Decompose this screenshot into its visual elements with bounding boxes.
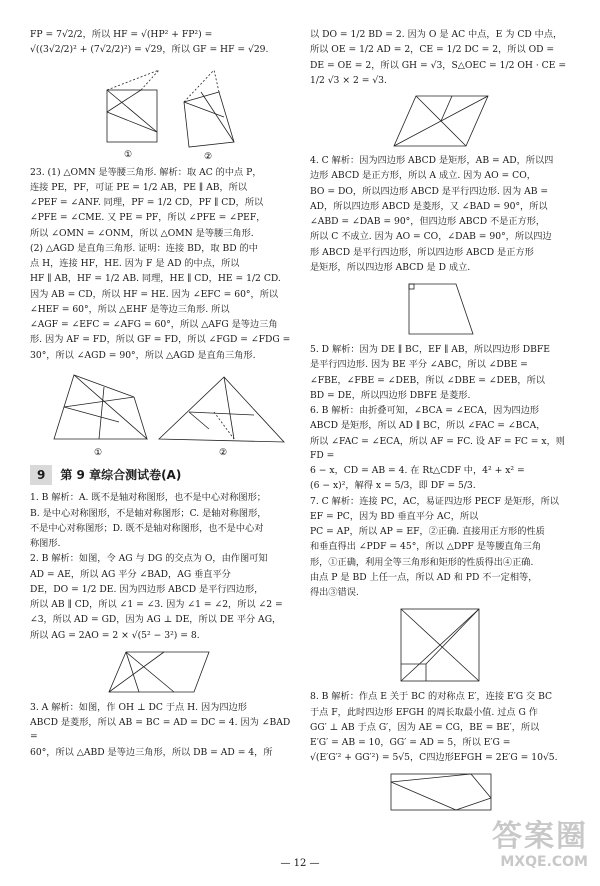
q4-line: ∠ABD = ∠DAB = 90°，但四边形 ABCD 不是正方形， <box>310 216 546 227</box>
q23-line: 连接 PE，PF，可证 PE = 1/2 AB，PE ∥ AB，所以 <box>30 181 248 193</box>
figure-label: ② <box>204 151 213 162</box>
q23-line: 30°，所以 ∠AGD = 90°，所以 △AGD 是直角三角形. <box>30 349 256 361</box>
intro-line: √((3√2/2)² + (7√2/2)²) = √29，所以 GF = HF = √29. <box>30 44 269 56</box>
watermark <box>492 819 588 874</box>
top-line: 以 DO = 1/2 BD = 2. 因为 O 是 AC 中点，E 为 CD 中点， <box>310 29 563 40</box>
chapter-number: 9 <box>30 465 52 486</box>
q23-line: 23. (1) △OMN 是等腰三角形. 解析：取 AC 的中点 P， <box>30 166 262 178</box>
q1-line: 1. B 解析：A. 既不是轴对称图形，也不是中心对称图形； <box>30 492 266 504</box>
q7-line: 和垂直得出 ∠PDF = 45°，所以 △DPF 是等腰直角三角 <box>310 541 542 553</box>
page-number: — 12 — <box>280 858 320 869</box>
q4-line: 边形 ABCD 是正方形，所以 A 成立. 因为 AO = CO， <box>310 170 536 182</box>
question-1 <box>30 491 298 551</box>
q7-line: 形，①正确，利用全等三角形和矩形的性质得出④正确. <box>310 556 534 568</box>
q4-line: 形 ABCD 是平行四边形，所以四边形 ABCD 是正方形 <box>310 246 534 258</box>
q5-line: ∠FBE，∠FBE = ∠DEB，所以 ∠DBE = ∠DEB，所以 <box>310 374 545 386</box>
q23-line: ∠PEF = ∠ANF. 同理，PF = 1/2 CD，PF ∥ CD，所以 <box>30 197 264 208</box>
q2-line: 所以 AG = 2AO = 2 × √(5² − 3²) = 8. <box>30 629 200 641</box>
q7-line: EF = PC，因为 BD 垂直平分 AC，所以 <box>310 510 479 522</box>
q4-line: 4. C 解析：因为四边形 ABCD 是矩形，AB = AD，所以四 <box>310 155 554 166</box>
question-6 <box>310 404 572 494</box>
q5-line: BD = DE，所以四边形 DBFE 是菱形. <box>310 389 471 401</box>
q2-line: AD = AE，所以 AG 平分 ∠BAD，AG 垂直平分 <box>30 568 231 580</box>
q8-line: GG′ ⊥ AB 于点 G′，因为 AE = CG，BE = BE′，所以 <box>310 721 540 733</box>
q23-line: 点 H，连接 HF，HE. 因为 F 是 AD 的中点，所以 <box>30 258 240 269</box>
q2-line: 所以 AB ∥ CD，所以 ∠1 = ∠3. 因为 ∠1 = ∠2，所以 ∠2 = <box>30 599 283 611</box>
figure-label: ① <box>94 447 103 457</box>
q23-line: HF ∥ AB，HF = 1/2 AB. 同理，HE ∥ CD，HE = 1/2 CD. <box>30 273 281 285</box>
figure-rhombus <box>386 92 496 150</box>
q4-line: 是矩形，所以四边形 ABCD 是 D 成立. <box>310 261 471 273</box>
q6-line: (6 − x)²，解得 x = 5/3，即 DF = 5/3. <box>310 480 476 492</box>
q7-line: 由点 P 是 BD 上任一点，所以 AD 和 PD 不一定相等， <box>310 571 538 583</box>
q23-line: ∠HEF = 60°，所以 △EHF 是等边三角形. 所以 <box>30 303 230 315</box>
q23-line: 因为 AB = CD，所以 HF = HE. 因为 ∠EFC = 60°，所以 <box>30 288 279 300</box>
right-column <box>310 28 572 822</box>
top-line: 1/2 √3 × 2 = √3. <box>310 74 387 86</box>
q1-line: 不是中心对称图形；D. 既不是轴对称图形，也不是中心对 <box>30 522 264 534</box>
q4-line: AD，所以四边形 ABCD 是菱形，又 ∠BAD = 90°，所以 <box>310 200 548 212</box>
figure-quadrilateral <box>401 279 481 339</box>
q5-line: 是平行四边形. 因为 BE 平分 ∠ABC，所以 ∠DBE = <box>310 359 528 371</box>
top-line: DE = OE = 2，所以 GH = √3，S△OEC = 1/2 OH · CE = <box>310 59 567 71</box>
chapter-heading <box>30 465 298 486</box>
question-8 <box>310 690 572 765</box>
figure-square-pair <box>89 62 239 162</box>
question-3 <box>30 701 298 760</box>
q6-line: 所以 ∠FAC = ∠ECA，所以 AF = FC. 设 AF = FC = x，则 FD = <box>310 435 565 461</box>
q6-line: ABCD 是矩形，所以 AD ∥ BC，所以 ∠FAC = ∠BCA， <box>310 420 546 432</box>
q3-line: ABCD 是菱形，所以 AB = BC = AD = DC = 4. 因为 ∠BAD = <box>30 717 291 743</box>
watermark-main: 答案圈 <box>492 819 588 854</box>
q4-line: BO = DO，所以四边形 ABCD 是平行四边形. 因为 AB = <box>310 185 549 197</box>
intro-line: FP = 7√2/2，所以 HF = √(HP² + FP²) = <box>30 29 213 40</box>
q1-line: 称图形. <box>30 538 61 550</box>
q2-line: 2. B 解析：如图，令 AG 与 DG 的交点为 O，由作图可知 <box>30 553 268 565</box>
top-line: 所以 OE = 1/2 AD = 2，CE = 1/2 DC = 2，所以 OD = <box>310 44 555 56</box>
q3-line: 60°，所以 △ABD 是等边三角形，所以 DB = AD = 4，所 <box>30 746 273 758</box>
watermark-site: MXQE.COM <box>500 854 588 870</box>
question-23 <box>30 166 298 363</box>
q2-line: ∠3，所以 AD = GD，因为 AG ⊥ DE，所以 DE 平分 AG， <box>30 614 282 626</box>
left-column <box>30 28 298 761</box>
figure-parallelogram <box>104 647 224 697</box>
q1-line: B. 是中心对称图形，不是轴对称图形；C. 是轴对称图形， <box>30 507 267 519</box>
question-2 <box>30 552 298 643</box>
q7-line: 得出③错误. <box>310 587 359 598</box>
question-5 <box>310 343 572 403</box>
question-7 <box>310 495 572 601</box>
q4-line: 所以 C 不成立. 因为 AO = CO，∠DAB = 90°，所以四边 <box>310 231 552 243</box>
q8-line: √(E′G′² + GG′²) = 5√5，C四边形EFGH = 2E′G = 10√5. <box>310 752 558 764</box>
figure-label: ① <box>124 149 133 160</box>
chapter-title: 第 9 章综合测试卷(A) <box>60 467 182 482</box>
q6-line: 6. B 解析：由折叠可知，∠BCA = ∠ECA，因为四边形 <box>310 405 540 416</box>
q5-line: 5. D 解析：因为 DE ∥ BC，EF ∥ AB，所以四边形 DBFE <box>310 344 550 355</box>
q8-line: E′G′ = AB = 10，GG′ = AD = 5，所以 E′G = <box>310 737 511 748</box>
figure-square-pd <box>396 604 486 686</box>
q7-line: 7. C 解析：连接 PC，AC，易证四边形 PECF 是矩形，所以 <box>310 495 559 507</box>
question-4 <box>310 154 572 275</box>
q8-line: 于点 F，此时四边形 EFGH 的周长取最小值. 过点 G 作 <box>310 706 538 718</box>
figure-triangle-pair <box>39 367 289 457</box>
q6-line: 6 − x，CD = AB = 4. 在 Rt△CDF 中，4² + x² = <box>310 465 525 476</box>
q23-line: ∠PFE = ∠CME. 又 PE = PF，所以 ∠PFE = ∠PEF， <box>30 212 266 224</box>
figure-label: ② <box>219 447 228 457</box>
q7-line: PC = AP，所以 AP = EF，②正确. 直接用正方形的性质 <box>310 526 545 537</box>
q23-line: 形. 因为 AF = FD，所以 GF = FD，所以 ∠FGD = ∠FDG = <box>30 334 291 346</box>
q23-line: ∠AGF = ∠EFC = ∠AFG = 60°，所以 △AFG 是等边三角 <box>30 319 278 330</box>
q23-line: (2) △AGD 是直角三角形. 证明：连接 BD，取 BD 的中 <box>30 242 258 254</box>
q8-line: 8. B 解析：作点 E 关于 BC 的对称点 E′，连接 E′G 交 BC <box>310 691 553 703</box>
q23-line: 所以 ∠OMN = ∠ONM，所以 △OMN 是等腰三角形. <box>30 227 254 239</box>
q3-line: 3. A 解析：如图，作 OH ⊥ DC 于点 H. 因为四边形 <box>30 701 247 713</box>
figure-rectangle-efgh <box>381 770 501 818</box>
q2-line: DE，DO = 1/2 DE. 因为四边形 ABCD 是平行四边形， <box>30 583 264 595</box>
